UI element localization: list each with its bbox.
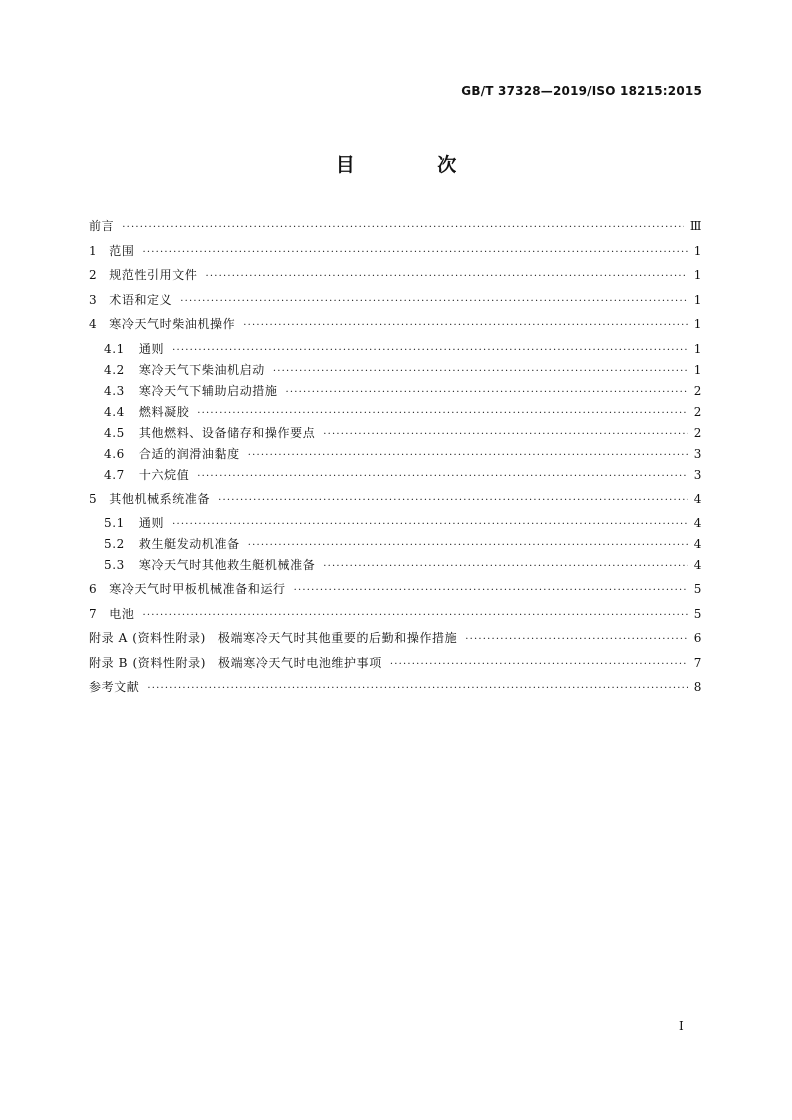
toc-entry-page: 4 — [693, 537, 702, 551]
standard-number: GB/T 37328—2019/ISO 18215:2015 — [461, 84, 702, 98]
toc-dot-leader — [323, 557, 687, 577]
toc-entry-number: 5.3 — [104, 558, 125, 572]
toc-dot-leader — [294, 581, 688, 601]
toc-entry-page: 5 — [693, 606, 702, 621]
toc-dot-leader — [172, 341, 688, 361]
toc-entry-number: 4.6 — [104, 446, 125, 461]
toc-dot-leader — [142, 243, 687, 263]
toc-entry[interactable] — [89, 290, 702, 315]
toc-entry-title: 寒冷天气下柴油机启动 — [138, 362, 265, 377]
toc-entry-number: 2 — [89, 268, 98, 282]
toc-entry-title: 极端寒冷天气时其他重要的后勤和操作措施 — [217, 631, 458, 645]
toc-entry-page: 1 — [693, 292, 702, 307]
toc-entry[interactable] — [89, 579, 702, 604]
toc-entry-title: 其他机械系统准备 — [109, 491, 211, 506]
toc-dot-leader — [142, 606, 687, 626]
toc-dot-leader — [248, 446, 688, 466]
toc-dot-leader — [286, 383, 688, 403]
toc-entry-number: 4.1 — [104, 341, 125, 356]
toc-entry[interactable] — [89, 360, 702, 381]
toc-entry-number: 4.7 — [104, 467, 125, 482]
toc-entry[interactable] — [89, 381, 702, 402]
toc-entry-title: 参考文献 — [89, 680, 140, 694]
toc-entry[interactable] — [89, 241, 702, 266]
toc-entry[interactable] — [89, 402, 702, 423]
toc-entry-number: 4.3 — [104, 383, 125, 398]
toc-dot-leader — [323, 425, 687, 445]
toc-entry-page: 3 — [693, 446, 702, 461]
toc-entry[interactable] — [89, 339, 702, 360]
toc-entry-page: 7 — [693, 655, 702, 670]
toc-entry[interactable] — [89, 265, 702, 290]
toc-entry-title: 前言 — [89, 219, 115, 233]
toc-entry-number: 4.2 — [104, 362, 125, 377]
toc-entry[interactable] — [89, 513, 702, 534]
toc-entry-number: 7 — [89, 606, 98, 621]
toc-entry-number: 5 — [89, 491, 98, 506]
toc-entry-number: 3 — [89, 292, 98, 307]
toc-entry-page: 3 — [693, 467, 702, 482]
toc-dot-leader — [273, 362, 688, 382]
toc-entry-title: 寒冷天气时柴油机操作 — [109, 317, 236, 331]
toc-entry-title: 燃料凝胶 — [138, 404, 190, 419]
toc-dot-leader — [197, 467, 687, 487]
toc-entry-number: 6 — [89, 582, 98, 596]
toc-entry[interactable] — [89, 423, 702, 444]
toc-entry-page: 1 — [693, 317, 702, 331]
toc-entry-number: 4 — [89, 317, 98, 331]
toc-dot-leader — [197, 404, 687, 424]
toc-dot-leader — [180, 292, 687, 312]
toc-entry-title: 寒冷天气时甲板机械准备和运行 — [109, 582, 286, 596]
toc-entry-number: 5.2 — [104, 537, 125, 551]
toc-dot-leader — [172, 515, 688, 535]
toc-dot-leader — [243, 316, 687, 336]
toc-entry-title: 电池 — [109, 606, 135, 621]
toc-entry[interactable] — [89, 534, 702, 555]
toc-entry[interactable] — [89, 677, 702, 702]
toc-entry-page: 1 — [693, 362, 702, 377]
toc-entry-page: 2 — [693, 404, 702, 419]
toc-dot-leader — [390, 655, 688, 675]
toc-entry-number: 附录 B (资料性附录) — [89, 655, 207, 670]
toc-dot-leader — [205, 267, 687, 287]
toc-entry-title: 寒冷天气时其他救生艇机械准备 — [138, 558, 316, 572]
toc-entry-number: 1 — [89, 243, 98, 258]
toc-entry[interactable] — [89, 604, 702, 629]
toc-entry[interactable] — [89, 444, 702, 465]
toc-entry-title: 救生艇发动机准备 — [138, 537, 240, 551]
toc-entry-page: 5 — [693, 582, 702, 596]
toc-dot-leader — [248, 536, 688, 556]
toc-dot-leader — [122, 218, 684, 238]
toc-entry-page: 1 — [693, 268, 702, 282]
toc-entry-title: 极端寒冷天气时电池维护事项 — [218, 655, 382, 670]
toc-entry-title: 通则 — [138, 516, 165, 530]
toc-entry-title: 寒冷天气下辅助启动措施 — [138, 383, 278, 398]
toc-entry[interactable] — [89, 489, 702, 514]
toc-entry[interactable] — [89, 216, 702, 241]
toc-entry-page: 4 — [693, 516, 702, 530]
toc-entry-title: 术语和定义 — [109, 292, 173, 307]
toc-entry-page: 1 — [693, 243, 702, 258]
toc-entry[interactable] — [89, 465, 702, 486]
toc-entry-title: 规范性引用文件 — [109, 268, 198, 282]
toc-entry-page: 6 — [693, 631, 702, 645]
toc-entry-page: 1 — [693, 341, 702, 356]
toc-entry-title: 其他燃料、设备储存和操作要点 — [138, 425, 316, 440]
toc-title: 目 次 — [335, 154, 495, 176]
toc-entry-number: 4.5 — [104, 425, 125, 440]
toc-entry-page: 2 — [693, 425, 702, 440]
toc-entry[interactable] — [89, 653, 702, 678]
toc-entry-number: 附录 A (资料性附录) — [89, 631, 206, 645]
toc-dot-leader — [147, 679, 687, 699]
toc-entry-number: 5.1 — [104, 516, 125, 530]
toc-entry-title: 十六烷值 — [138, 467, 190, 482]
toc-entry[interactable] — [89, 628, 702, 653]
table-of-contents — [89, 216, 702, 702]
toc-entry-page: 2 — [693, 383, 702, 398]
toc-entry-title: 通则 — [138, 341, 165, 356]
toc-entry-title: 合适的润滑油黏度 — [138, 446, 240, 461]
toc-entry-page: 8 — [693, 680, 702, 694]
toc-entry-number: 4.4 — [104, 404, 125, 419]
toc-entry-page: 4 — [693, 491, 702, 506]
toc-dot-leader — [218, 491, 688, 511]
toc-dot-leader — [465, 630, 687, 650]
toc-entry[interactable] — [89, 555, 702, 576]
toc-entry-page: Ⅲ — [689, 219, 702, 233]
page-number: I — [679, 1019, 684, 1033]
toc-entry-title: 范围 — [109, 243, 135, 258]
toc-entry[interactable] — [89, 314, 702, 339]
toc-entry-page: 4 — [693, 558, 702, 572]
